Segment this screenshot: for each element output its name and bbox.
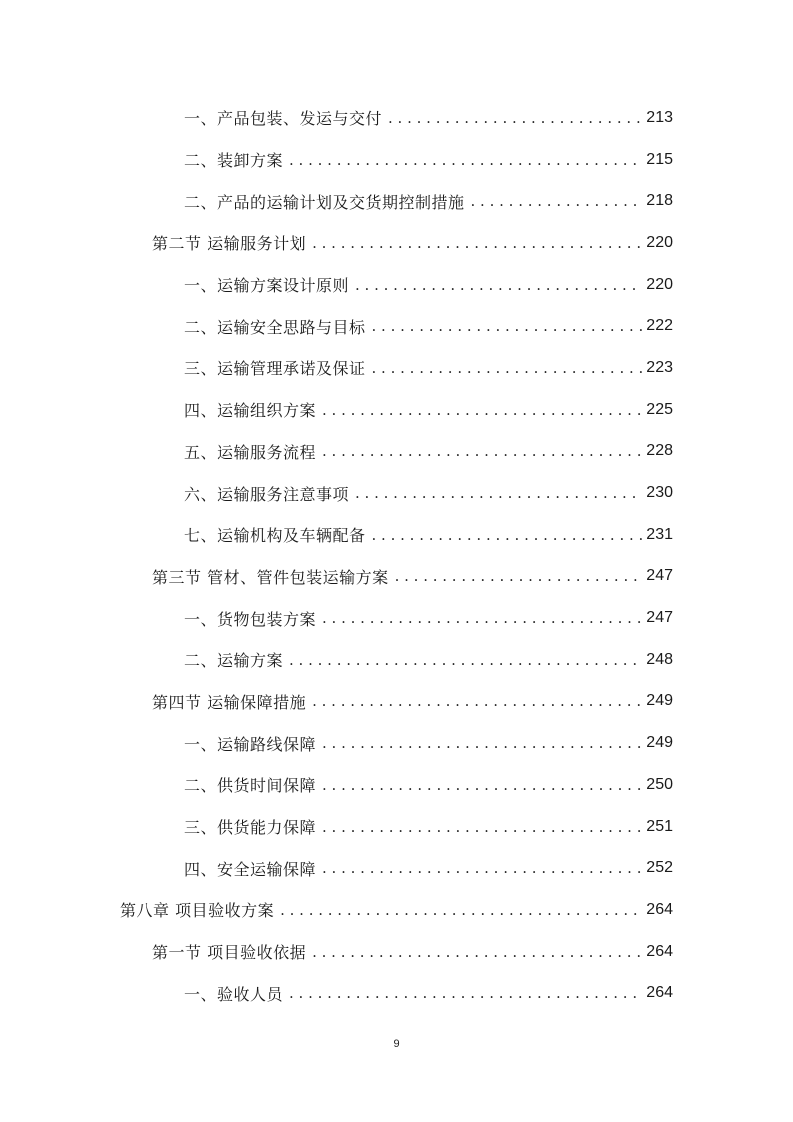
- toc-entry-title: 第二节 运输服务计划: [152, 234, 307, 254]
- toc-dot-leader: [312, 692, 642, 710]
- toc-entry[interactable]: [0, 97, 793, 139]
- toc-dot-leader: [289, 984, 642, 1002]
- toc-dot-leader: [322, 734, 642, 752]
- toc-entry-title: 一、产品包装、发运与交付: [184, 109, 383, 129]
- toc-entry-title: 第三节 管材、管件包装运输方案: [152, 567, 389, 587]
- toc-entry-page: 264: [646, 900, 673, 918]
- toc-entry-title: 三、供货能力保障: [184, 818, 317, 838]
- toc-entry-page: 222: [646, 317, 673, 335]
- toc-entry[interactable]: [0, 681, 793, 723]
- toc-entry[interactable]: [0, 472, 793, 514]
- toc-entry-page: 228: [646, 442, 673, 460]
- toc-entry-page: 231: [646, 525, 673, 543]
- toc-dot-leader: [322, 609, 642, 627]
- toc-entry-page: 215: [646, 150, 673, 168]
- toc-entry[interactable]: [0, 347, 793, 389]
- toc-entry[interactable]: [0, 139, 793, 181]
- toc-entry-page: 218: [646, 192, 673, 210]
- toc-entry-title: 第一节 项目验收依据: [152, 943, 307, 963]
- toc-dot-leader: [388, 109, 642, 127]
- toc-entry-page: 264: [646, 984, 673, 1002]
- toc-entry-title: 五、运输服务流程: [184, 442, 317, 462]
- toc-entry-page: 247: [646, 567, 673, 585]
- table-of-contents: [0, 97, 793, 1014]
- toc-entry[interactable]: [0, 764, 793, 806]
- toc-entry-title: 二、供货时间保障: [184, 776, 317, 796]
- toc-entry-title: 第八章 项目验收方案: [120, 901, 275, 921]
- toc-entry-page: 251: [646, 817, 673, 835]
- toc-dot-leader: [322, 442, 642, 460]
- toc-dot-leader: [322, 776, 642, 794]
- toc-entry[interactable]: [0, 514, 793, 556]
- toc-dot-leader: [280, 901, 642, 919]
- toc-dot-leader: [471, 192, 643, 210]
- toc-entry[interactable]: [0, 972, 793, 1014]
- toc-dot-leader: [322, 818, 642, 836]
- toc-dot-leader: [355, 484, 642, 502]
- toc-entry-page: 220: [646, 275, 673, 293]
- toc-entry[interactable]: [0, 556, 793, 598]
- toc-dot-leader: [289, 151, 642, 169]
- toc-entry-page: 223: [646, 358, 673, 376]
- toc-entry-title: 二、产品的运输计划及交货期控制措施: [184, 192, 465, 212]
- toc-dot-leader: [289, 651, 642, 669]
- toc-entry[interactable]: [0, 597, 793, 639]
- toc-entry-title: 三、运输管理承诺及保证: [184, 359, 366, 379]
- toc-entry-page: 220: [646, 233, 673, 251]
- toc-entry[interactable]: [0, 722, 793, 764]
- toc-entry-page: 225: [646, 400, 673, 418]
- toc-entry-page: 247: [646, 609, 673, 627]
- toc-entry-page: 250: [646, 775, 673, 793]
- toc-entry[interactable]: [0, 222, 793, 264]
- toc-dot-leader: [372, 526, 643, 544]
- toc-entry[interactable]: [0, 847, 793, 889]
- toc-entry[interactable]: [0, 639, 793, 681]
- toc-entry-page: 252: [646, 859, 673, 877]
- toc-entry[interactable]: [0, 389, 793, 431]
- toc-entry-title: 第四节 运输保障措施: [152, 692, 307, 712]
- toc-dot-leader: [355, 276, 642, 294]
- toc-entry[interactable]: [0, 931, 793, 973]
- toc-entry-page: 213: [646, 108, 673, 126]
- toc-entry-title: 六、运输服务注意事项: [184, 484, 350, 504]
- toc-entry-title: 四、运输组织方案: [184, 401, 317, 421]
- toc-entry-title: 二、运输安全思路与目标: [184, 317, 366, 337]
- toc-dot-leader: [322, 859, 642, 877]
- toc-entry-title: 二、运输方案: [184, 651, 284, 671]
- toc-entry-title: 一、验收人员: [184, 984, 284, 1004]
- toc-dot-leader: [322, 401, 642, 419]
- toc-entry-page: 230: [646, 484, 673, 502]
- toc-entry-page: 264: [646, 942, 673, 960]
- toc-entry[interactable]: [0, 180, 793, 222]
- toc-entry-title: 一、运输方案设计原则: [184, 276, 350, 296]
- toc-entry-title: 四、安全运输保障: [184, 859, 317, 879]
- toc-entry[interactable]: [0, 806, 793, 848]
- toc-entry-page: 248: [646, 650, 673, 668]
- toc-entry-title: 二、装卸方案: [184, 151, 284, 171]
- toc-dot-leader: [312, 234, 642, 252]
- toc-entry-title: 一、货物包装方案: [184, 609, 317, 629]
- toc-entry-title: 一、运输路线保障: [184, 734, 317, 754]
- toc-entry-title: 七、运输机构及车辆配备: [184, 526, 366, 546]
- toc-entry[interactable]: [0, 264, 793, 306]
- toc-dot-leader: [372, 317, 643, 335]
- toc-entry[interactable]: [0, 305, 793, 347]
- toc-dot-leader: [312, 943, 642, 961]
- toc-dot-leader: [395, 567, 643, 585]
- page-number: 9: [393, 1038, 400, 1050]
- toc-dot-leader: [372, 359, 643, 377]
- toc-entry[interactable]: [0, 889, 793, 931]
- toc-entry[interactable]: [0, 431, 793, 473]
- toc-entry-page: 249: [646, 734, 673, 752]
- toc-entry-page: 249: [646, 692, 673, 710]
